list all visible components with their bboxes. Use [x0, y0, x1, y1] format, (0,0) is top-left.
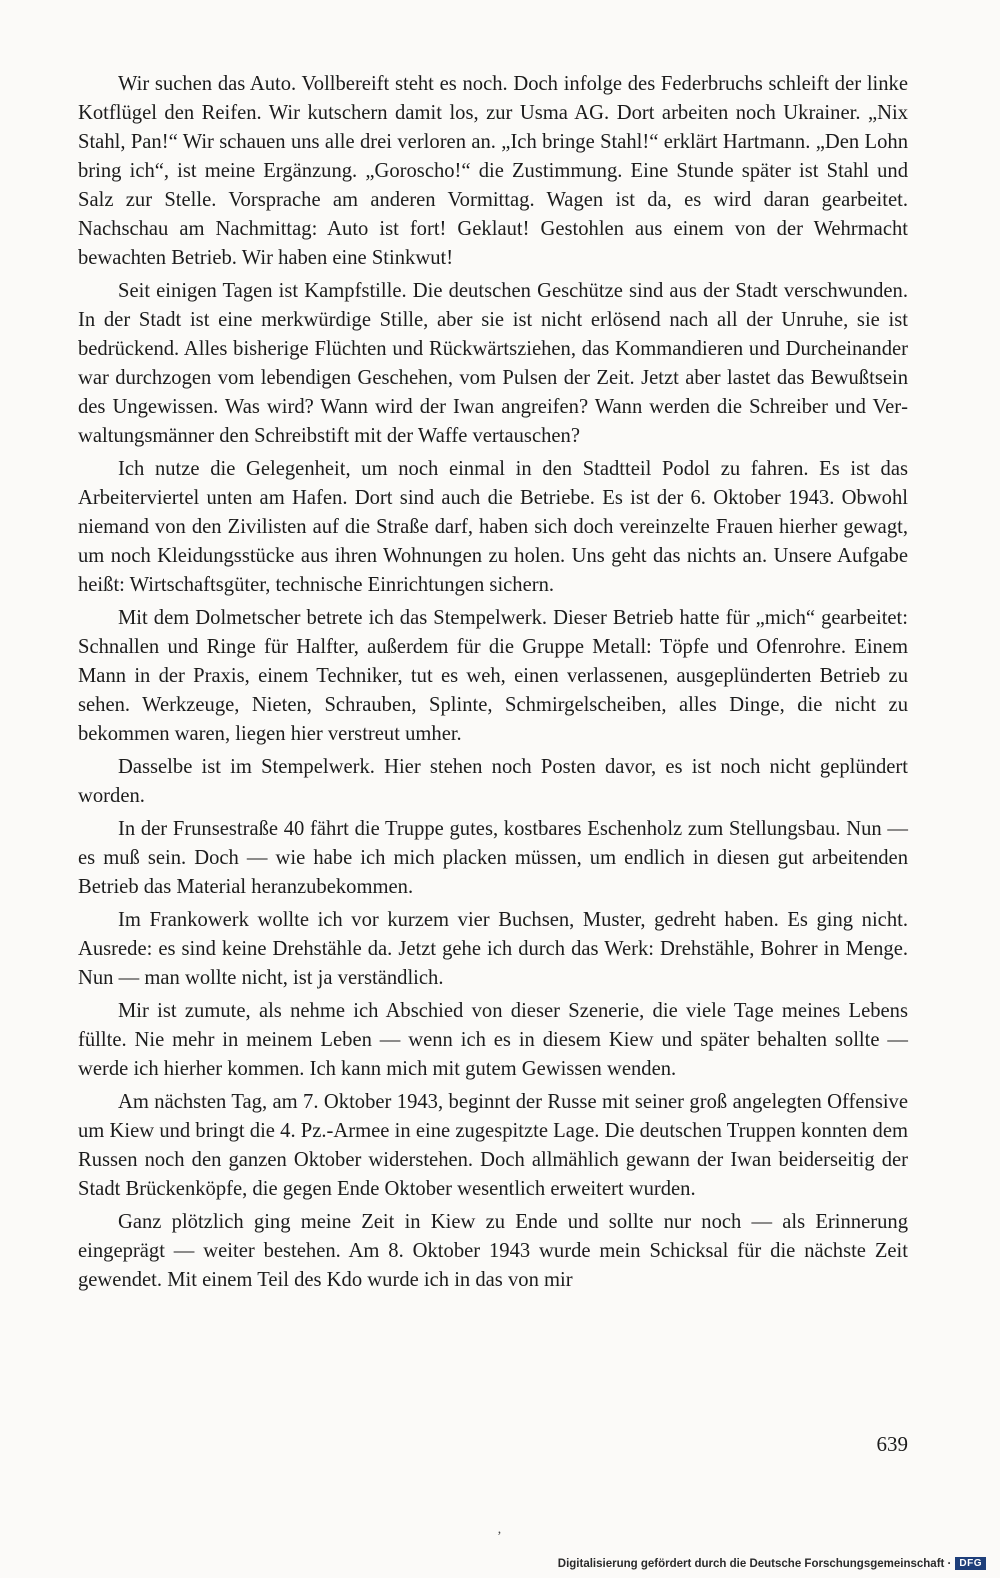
paragraph: Im Frankowerk wollte ich vor kurzem vier Buchsen, Muster, gedreht haben. Es ging nicht. Ausrede: es sind keine Drehstähle da. Jetzt gehe ich durch das Werk: Drehstähle, Bohrer in Menge. Nun — man wollte nicht, ist ja verständlich. — [78, 909, 908, 989]
dfg-logo-icon: DFG — [955, 1557, 986, 1570]
paragraph: Am nächsten Tag, am 7. Oktober 1943, beginnt der Russe mit seiner groß angelegten Offensive um Kiew und bringt die 4. Pz.-Armee in eine zugespitzte Lage. Die deutschen Truppen konnten dem Russen noch den ganzen Oktober widerstehen. Doch allmählich gewann der Iwan beiderseitig der Stadt Brückenköpfe, die gegen Ende Oktober wesentlich erweitert wurden. — [78, 1091, 908, 1200]
paragraph: Ganz plötzlich ging meine Zeit in Kiew zu Ende und sollte nur noch — als Erinnerung eingeprägt — weiter bestehen. Am 8. Oktober 1943 wurde mein Schicksal für die nächste Zeit gewendet. Mit einem Teil des Kdo wurde ich in das von mir — [78, 1211, 908, 1291]
page-number: 639 — [876, 1432, 908, 1456]
book-page-body — [78, 70, 908, 1299]
digitization-credit — [558, 1557, 986, 1570]
paragraph: Wir suchen das Auto. Vollbereift steht es noch. Doch infolge des Federbruchs schleift der linke Kotflügel den Reifen. Wir kutschern damit los, zur Usma AG. Dort arbeiten noch Ukrainer. „Nix Stahl, Pan!“ Wir schauen uns alle drei verloren an. „Ich bringe Stahl!“ erklärt Hartmann. „Den Lohn bring ich“, ist meine Ergänzung. „Goroscho!“ die Zustimmung. Eine Stunde später ist Stahl und Salz zur Stelle. Vorsprache am anderen Vormittag. Wagen ist da, es wird daran gearbeitet. Nachschau am Nachmittag: Auto ist fort! Geklaut! Gestohlen aus einem von der Wehrmacht bewachten Betrieb. Wir haben eine Stinkwut! — [78, 73, 908, 269]
paragraph: Mit dem Dolmetscher betrete ich das Stempelwerk. Dieser Betrieb hatte für „mich“ gearbeitet: Schnallen und Ringe für Halfter, außerdem für die Gruppe Metall: Töpfe und Ofenrohre. Einem Mann in der Praxis, einem Techniker, tut es weh, einen verlassenen, ausgeplünderten Betrieb zu sehen. Werkzeuge, Nieten, Schrauben, Splinte, Schmirgelscheiben, alles Dinge, die nicht zu bekommen waren, liegen hier verstreut umher. — [78, 607, 908, 745]
credit-text: Digitalisierung gefördert durch die Deutsche Forschungsgemeinschaft · — [557, 1557, 952, 1570]
paragraph: Dasselbe ist im Stempelwerk. Hier stehen noch Posten davor, es ist noch nicht geplündert worden. — [78, 756, 908, 807]
paragraph: Ich nutze die Gelegenheit, um noch einmal in den Stadtteil Podol zu fahren. Es ist das Arbeiterviertel unten am Hafen. Dort sind auch die Betriebe. Es ist der 6. Oktober 1943. Obwohl niemand von den Zivilisten auf die Straße darf, haben sich doch vereinzelte Frauen hierher gewagt, um noch Kleidungsstücke aus ihren Wohnungen zu holen. Uns geht das nichts an. Unsere Aufgabe heißt: Wirtschaftsgüter, technische Einrichtungen sichern. — [78, 458, 908, 596]
paragraph: Seit einigen Tagen ist Kampfstille. Die deutschen Geschütze sind aus der Stadt verschwunden. In der Stadt ist eine merkwürdige Stille, aber sie ist nicht erlösend nach all der Unruhe, sie ist bedrückend. Alles bisherige Flüchten und Rückwärtsziehen, das Kommandieren und Durcheinander war durchzogen vom lebendigen Geschehen, vom Pulsen der Zeit. Jetzt aber lastet das Bewußtsein des Ungewissen. Was wird? Wann wird der Iwan angreifen? Wann werden die Schreiber und Verwaltungsmänner den Schreibstift mit der Waffe vertauschen? — [78, 280, 908, 447]
paragraph: Mir ist zumute, als nehme ich Abschied von dieser Szenerie, die viele Tage meines Lebens füllte. Nie mehr in meinem Leben — wenn ich es in diesem Kiew und später behalten sollte — werde ich hierher kommen. Ich kann mich mit gutem Gewissen wenden. — [78, 1000, 908, 1080]
stray-mark: ‚ — [497, 1522, 502, 1537]
paragraph: In der Frunsestraße 40 fährt die Truppe gutes, kostbares Eschenholz zum Stellungsbau. Nun — es muß sein. Doch — wie habe ich mich placken müssen, um endlich in diesen gut arbeitenden Betrieb das Material heranzubekommen. — [78, 818, 908, 898]
